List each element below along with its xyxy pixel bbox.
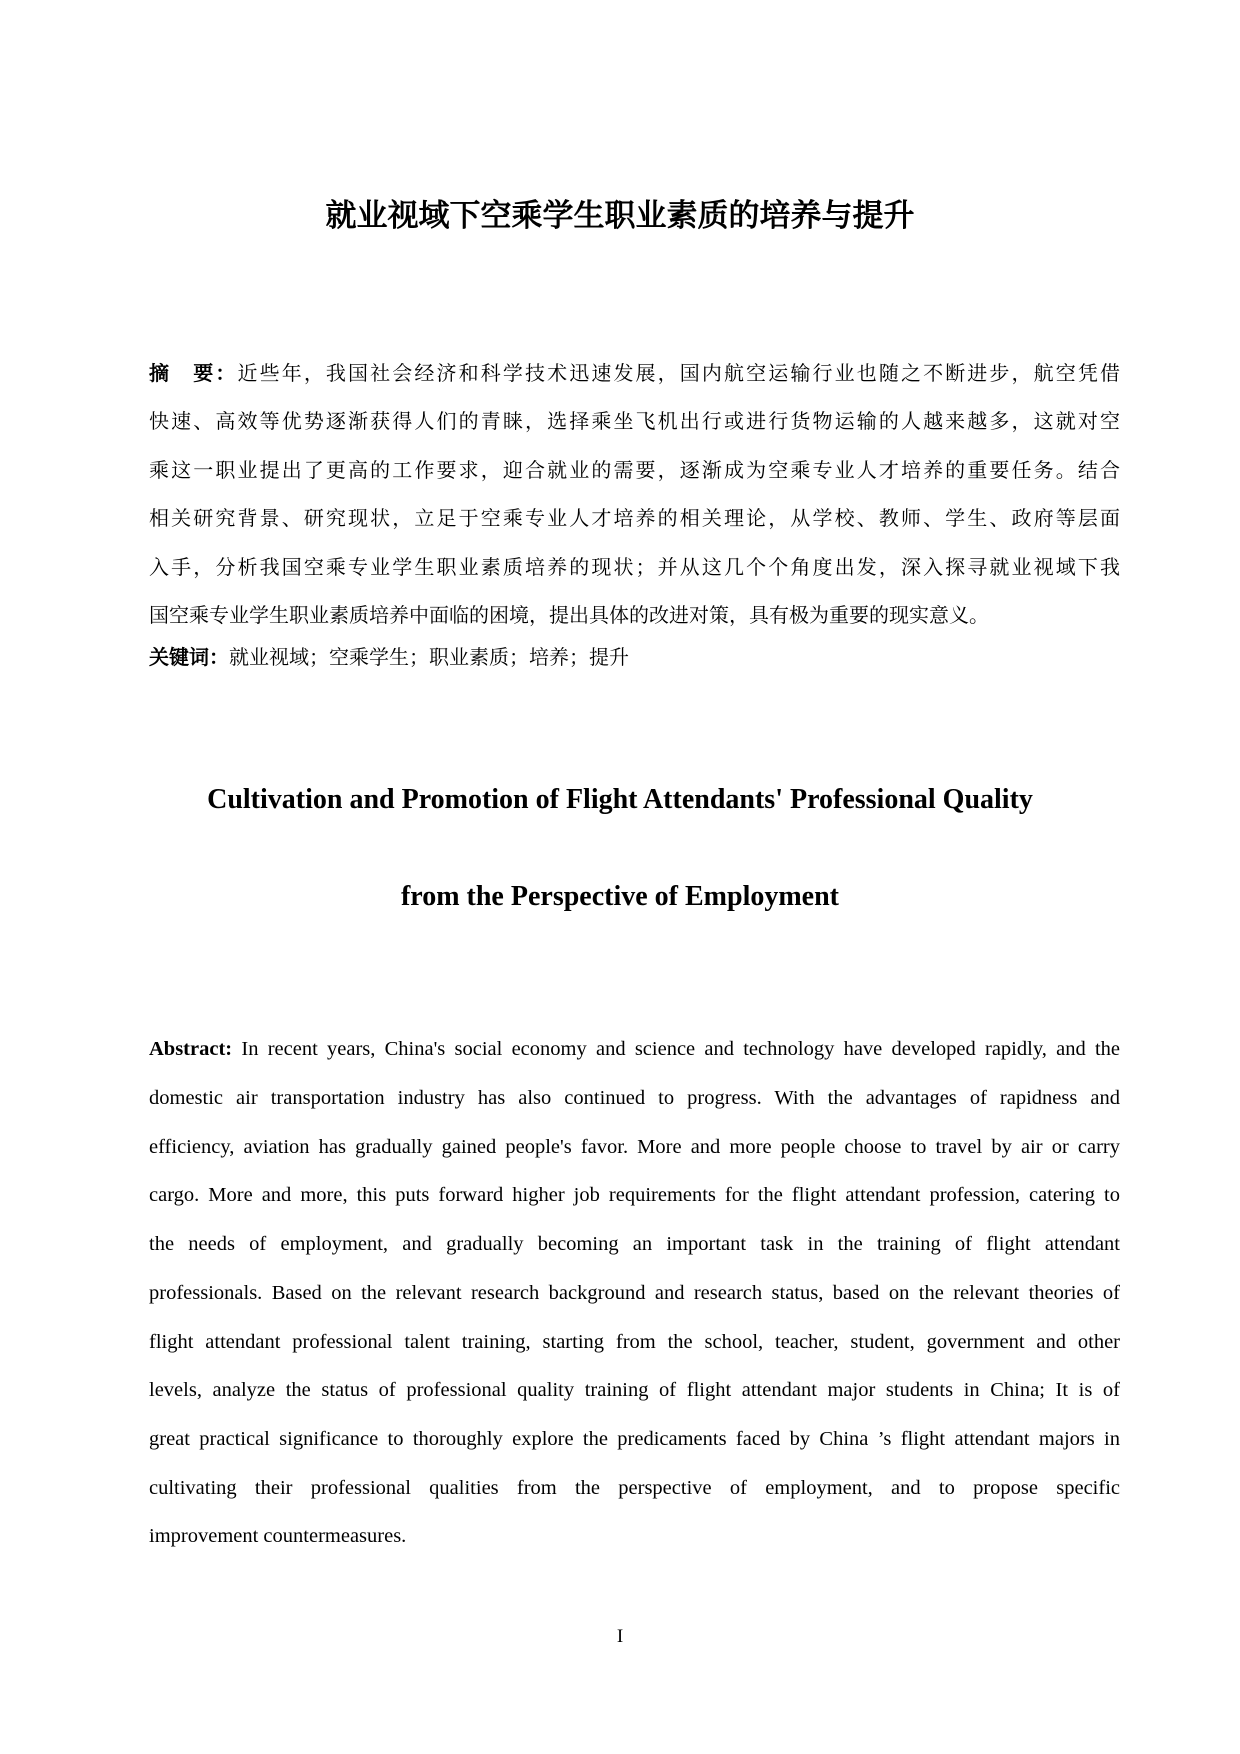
english-abstract-line: flight attendant professional talent training, starting from the school, teacher, student, government and other — [149, 1331, 1120, 1353]
english-abstract-line: domestic air transportation industry has also continued to progress. With the advantages of rapidness and — [149, 1087, 1120, 1109]
chinese-abstract-label: 摘 要： — [149, 361, 238, 385]
english-abstract-line: great practical significance to thoroughly explore the predicaments faced by China ’s flight attendant majors in — [149, 1428, 1120, 1450]
chinese-abstract-line: 国空乘专业学生职业素质培养中面临的困境，提出具体的改进对策，具有极为重要的现实意义。 — [149, 605, 989, 627]
keywords-text: 就业视域；空乘学生；职业素质；培养；提升 — [229, 647, 629, 669]
line-text: 近些年，我国社会经济和科学技术迅速发展，国内航空运输行业也随之不断进步，航空凭借 — [237, 363, 1121, 385]
chinese-keywords — [149, 642, 1120, 673]
english-title-line-2: from the Perspective of Employment — [400, 881, 840, 912]
keywords-label: 关键词： — [149, 645, 229, 669]
english-abstract-line: efficiency, aviation has gradually gained people's favor. More and more people choose to travel by air or carry — [149, 1136, 1120, 1158]
line-text: In recent years, China's social economy and science and technology have developed rapidly, and the — [232, 1038, 1120, 1060]
english-abstract-line: levels, analyze the status of professional quality training of flight attendant major students in China; It is of — [149, 1379, 1120, 1401]
page-number: I — [616, 1626, 624, 1647]
english-abstract-line: cargo. More and more, this puts forward higher job requirements for the flight attendant profession, catering to — [149, 1184, 1120, 1206]
chinese-abstract-line: 入手，分析我国空乘专业学生职业素质培养的现状；并从这几个个角度出发，深入探寻就业视域下我 — [149, 557, 1120, 579]
english-title-line-1: Cultivation and Promotion of Flight Attendants' Professional Quality — [207, 784, 1033, 815]
english-abstract-line: the needs of employment, and gradually becoming an important task in the training of flight attendant — [149, 1233, 1120, 1255]
chinese-abstract-line: 快速、高效等优势逐渐获得人们的青睐，选择乘坐飞机出行或进行货物运输的人越来越多，这就对空 — [149, 411, 1120, 433]
english-abstract-line: professionals. Based on the relevant research background and research status, based on the relevant theories of — [149, 1282, 1120, 1304]
chinese-abstract-line: 相关研究背景、研究现状，立足于空乘专业人才培养的相关理论，从学校、教师、学生、政府等层面 — [149, 508, 1120, 530]
abstract-label: Abstract: — [149, 1038, 233, 1060]
english-abstract-line — [149, 1035, 1120, 1063]
english-abstract-line: cultivating their professional qualities from the perspective of employment, and to propose specific — [149, 1477, 1120, 1499]
chinese-abstract-line: 乘这一职业提出了更高的工作要求，迎合就业的需要，逐渐成为空乘专业人才培养的重要任务。结合 — [149, 460, 1120, 482]
english-abstract-line: improvement countermeasures. — [149, 1525, 407, 1547]
chinese-abstract-line — [149, 358, 1120, 389]
chinese-title: 就业视域下空乘学生职业素质的培养与提升 — [325, 198, 915, 234]
